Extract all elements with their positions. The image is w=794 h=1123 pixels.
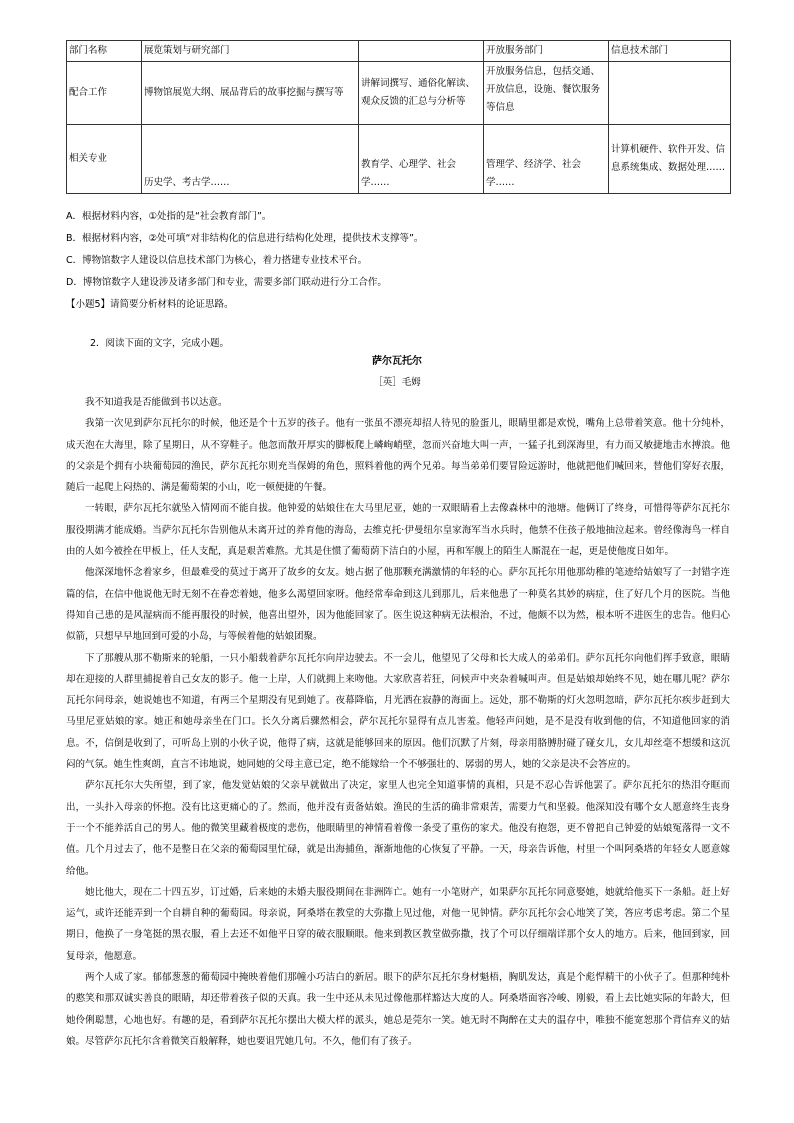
paragraph: 萨尔瓦托尔大失所望，到了家，他发觉姑娘的父亲早就做出了决定，家里人也完全知道事情的真相，只是不忍心告诉他罢了。萨尔瓦托尔的热泪夺眶而出，一头扑入母亲的怀抱。没有比这更痛心的了。然而，他并没有责备姑娘。渔民的生活的确非常艰苦，需要力气和坚毅。他深知没有哪个女人愿意终生丧身于一个不能养活自己的男人。他的微笑里藏着极度的悲伤，他眼睛里的神情看着像一条受了重伤的家犬。他没有抱怨，更不曾把自己钟爱的姑娘冤落得一文不值。几个月过去了，他不是整日在父亲的葡萄园里忙碌，就是出海捕鱼，渐渐地他的心恢复了平静。一天，母亲告诉他，村里一个叫阿桑塔的年轻女人愿意嫁给他。 xyxy=(66,780,730,877)
option-c: C．博物馆数字人建设以信息技术部门为核心，着力搭建专业技术平台。 xyxy=(66,255,368,266)
option-d: D．博物馆数字人建设涉及诸多部门和专业，需要多部门联动进行分工合作。 xyxy=(66,277,387,288)
story-author: ［英］毛姆 xyxy=(373,377,421,388)
table-cell: 开放服务信息，包括交通、开放信息，设施、餐饮服务等信息 xyxy=(484,62,609,125)
table-cell: 教育学、心理学、社会学…… xyxy=(359,125,484,194)
paragraph: 一转眼，萨尔瓦托尔就坠入情网而不能自拔。他钟爱的姑娘住在大马里尼亚，她的一双眼睛看上去像森林中的池塘。他俩订了终身，可惜得等萨尔瓦托尔服役期满才能成婚。当萨尔瓦托尔告别他从未离开过的养育他的海岛，去维克托·伊曼纽尔皇家海军当水兵时，他禁不住孩子般地抽泣起来。曾经像海鸟一样自由的人如今被拴在甲板上，任人支配，真是艰苦难熬。尤其是住惯了葡萄荫下洁白的小屋，再和军舰上的陌生人厮混在一起，更是使他度日如年。 xyxy=(66,503,730,558)
table-cell: 讲解词撰写、通俗化解读、观众反馈的汇总与分析等 xyxy=(359,62,484,125)
table-header-cell: 开放服务部门 xyxy=(484,41,609,62)
paragraph: 下了那艘从那不勒斯来的轮船，一只小船载着萨尔瓦托尔向岸边驶去。不一会儿，他望见了父母和长大成人的弟弟们。萨尔瓦托尔向他们挥手致意，眼睛却在迎接的人群里捕捉着自己女友的影子。他一上岸，人们就拥上来吻他。大家欣喜若狂，问候声中夹杂着喊叫声。但是姑娘却始终不见，她在哪儿呢？萨尔瓦托尔问母亲，她说她也不知道，有两三个星期没有见到她了。夜幕降临，月光洒在寂静的海面上。远处，那不勒斯的灯火忽明忽暗，萨尔瓦托尔疾步赶到大马里尼亚姑娘的家。她正和她母亲坐在门口。长久分离后骤然相会，萨尔瓦托尔显得有点儿害羞。他轻声问她，是不是没有收到他的信，不知道他回家的消息。不，信倒是收到了，可听岛上别的小伙子说，他得了病，这就是能够回来的原因。他们沉默了片刻，母亲用胳膊肘碰了碰女儿，女儿却丝毫不想缓和这沉闷的气氛。她生性爽朗，直言不讳地说，她同她的父母主意已定，绝不能嫁给一个不够强壮的、孱弱的男人，她的父亲是决不会答应的。 xyxy=(66,652,730,771)
option-a: A．根据材料内容，①处指的是“社会教育部门”。 xyxy=(66,211,272,222)
paragraph: 我第一次见到萨尔瓦托尔的时候，他还是个十五岁的孩子。他有一张虽不漂亮却招人待见的脸蛋儿，眼睛里都是欢悦，嘴角上总带着笑意。他十分纯朴，成天泡在大海里，除了星期日，从不穿鞋子。他忽而散开厚实的脚板爬上嶙峋峭壁，忽而兴奋地大叫一声，一猛子扎到深海里，有力而又敏捷地击水搏浪。他的父亲是个拥有小块葡萄园的渔民，萨尔瓦托尔则充当保姆的角色，照料着他的两个兄弟。每当弟弟们要冒险远游时，他就把他们喊回来，替他们穿好衣服，随后一起爬上闷热的、满是葡萄架的小山，吃一顿便捷的午餐。 xyxy=(66,418,730,494)
story-body xyxy=(66,392,730,1052)
table-header-cell: 展览策划与研究部门 xyxy=(142,41,359,62)
table-row-major xyxy=(67,125,731,194)
table-cell xyxy=(609,62,731,125)
answer-options xyxy=(66,206,730,316)
table-cell: 计算机硬件、软件开发、信息系统集成、数据处理…… xyxy=(609,125,731,194)
table-row-work xyxy=(67,62,731,125)
table-cell: 管理学、经济学、社会学…… xyxy=(484,125,609,194)
story-title: 萨尔瓦托尔 xyxy=(372,356,422,367)
table-header-cell: 信息技术部门 xyxy=(609,41,731,62)
table-cell: 历史学、考古学…… xyxy=(142,125,359,194)
table-header-cell xyxy=(359,41,484,62)
table-header-row xyxy=(67,41,731,62)
question-2-intro: 2．阅读下面的文字，完成小题。 xyxy=(90,338,230,349)
department-table xyxy=(66,40,731,194)
paragraph: 两个人成了家。郁郁葱葱的葡萄园中掩映着他们那幢小巧洁白的新居。眼下的萨尔瓦托尔身材魁梧，胸肌发达，真是个彪悍精干的小伙子了。但那种纯朴的憨笑和那双诚实善良的眼睛，却还带着孩子似的天真。我一生中还从未见过像他那样豁达大度的人。阿桑塔面容冷峻、刚毅，看上去比她实际的年龄大，但她伶俐聪慧，心地也好。有趣的是，看到萨尔瓦托尔摆出大模大样的派头，她总是莞尔一笑。她无时不陶醉在丈夫的温存中，唯独不能宽恕那个背信弃义的姑娘。尽管萨尔瓦托尔含着微笑百般解释，她也要诅咒她几句。不久，他们有了孩子。 xyxy=(66,972,730,1047)
paragraph: 她比他大，现在二十四五岁，订过婚，后来她的未婚夫服役期间在非洲阵亡。她有一小笔财产，如果萨尔瓦托尔同意娶她，她就给他买下一条船。赶上好运气，或许还能弄到一个自耕自种的葡萄园。母亲说，阿桑塔在教堂的大弥撒上见过他，对他一见钟情。萨尔瓦托尔会心地笑了笑，答应考虑考虑。第二个星期日，他换了一身笔挺的黑衣服，看上去还不如他平日穿的破衣服顺眼。他来到教区教堂做弥撒，找了个可以仔细端详那个女人的地方。后来，他回到家，回复母亲，他愿意。 xyxy=(66,886,730,962)
table-cell: 博物馆展览大纲、展品背后的故事挖掘与撰写等 xyxy=(142,62,359,125)
subquestion-5: 【小题5】请简要分析材料的论证思路。 xyxy=(66,299,234,310)
table-header-cell: 部门名称 xyxy=(67,41,142,62)
row-label: 配合工作 xyxy=(67,62,142,125)
paragraph: 我不知道我是否能做到书以达意。 xyxy=(85,397,228,408)
paragraph: 他深深地怀念着家乡，但最难受的莫过于离开了故乡的女友。她占据了他那颗充满激情的年轻的心。萨尔瓦托尔用他那幼稚的笔迹给姑娘写了一封错字连篇的信，在信中他说他无时无刻不在眷恋着她，他多么渴望回家呀。他经常奉命到这儿到那儿，后来他患了一种莫名其妙的病症，住了好几个月的医院。当他得知自己患的是风湿病而不能再服役的时候，他喜出望外，因为他能回家了。医生说这种病无法根治，不过，他颇不以为然，根本听不进医生的忠告。他归心似箭，只想早早地回到可爱的小岛，与等候着他的姑娘团聚。 xyxy=(66,567,730,643)
row-label: 相关专业 xyxy=(67,125,142,194)
option-b: B．根据材料内容，②处可填“对非结构化的信息进行结构化处理，提供技术支撑等”。 xyxy=(66,233,424,244)
